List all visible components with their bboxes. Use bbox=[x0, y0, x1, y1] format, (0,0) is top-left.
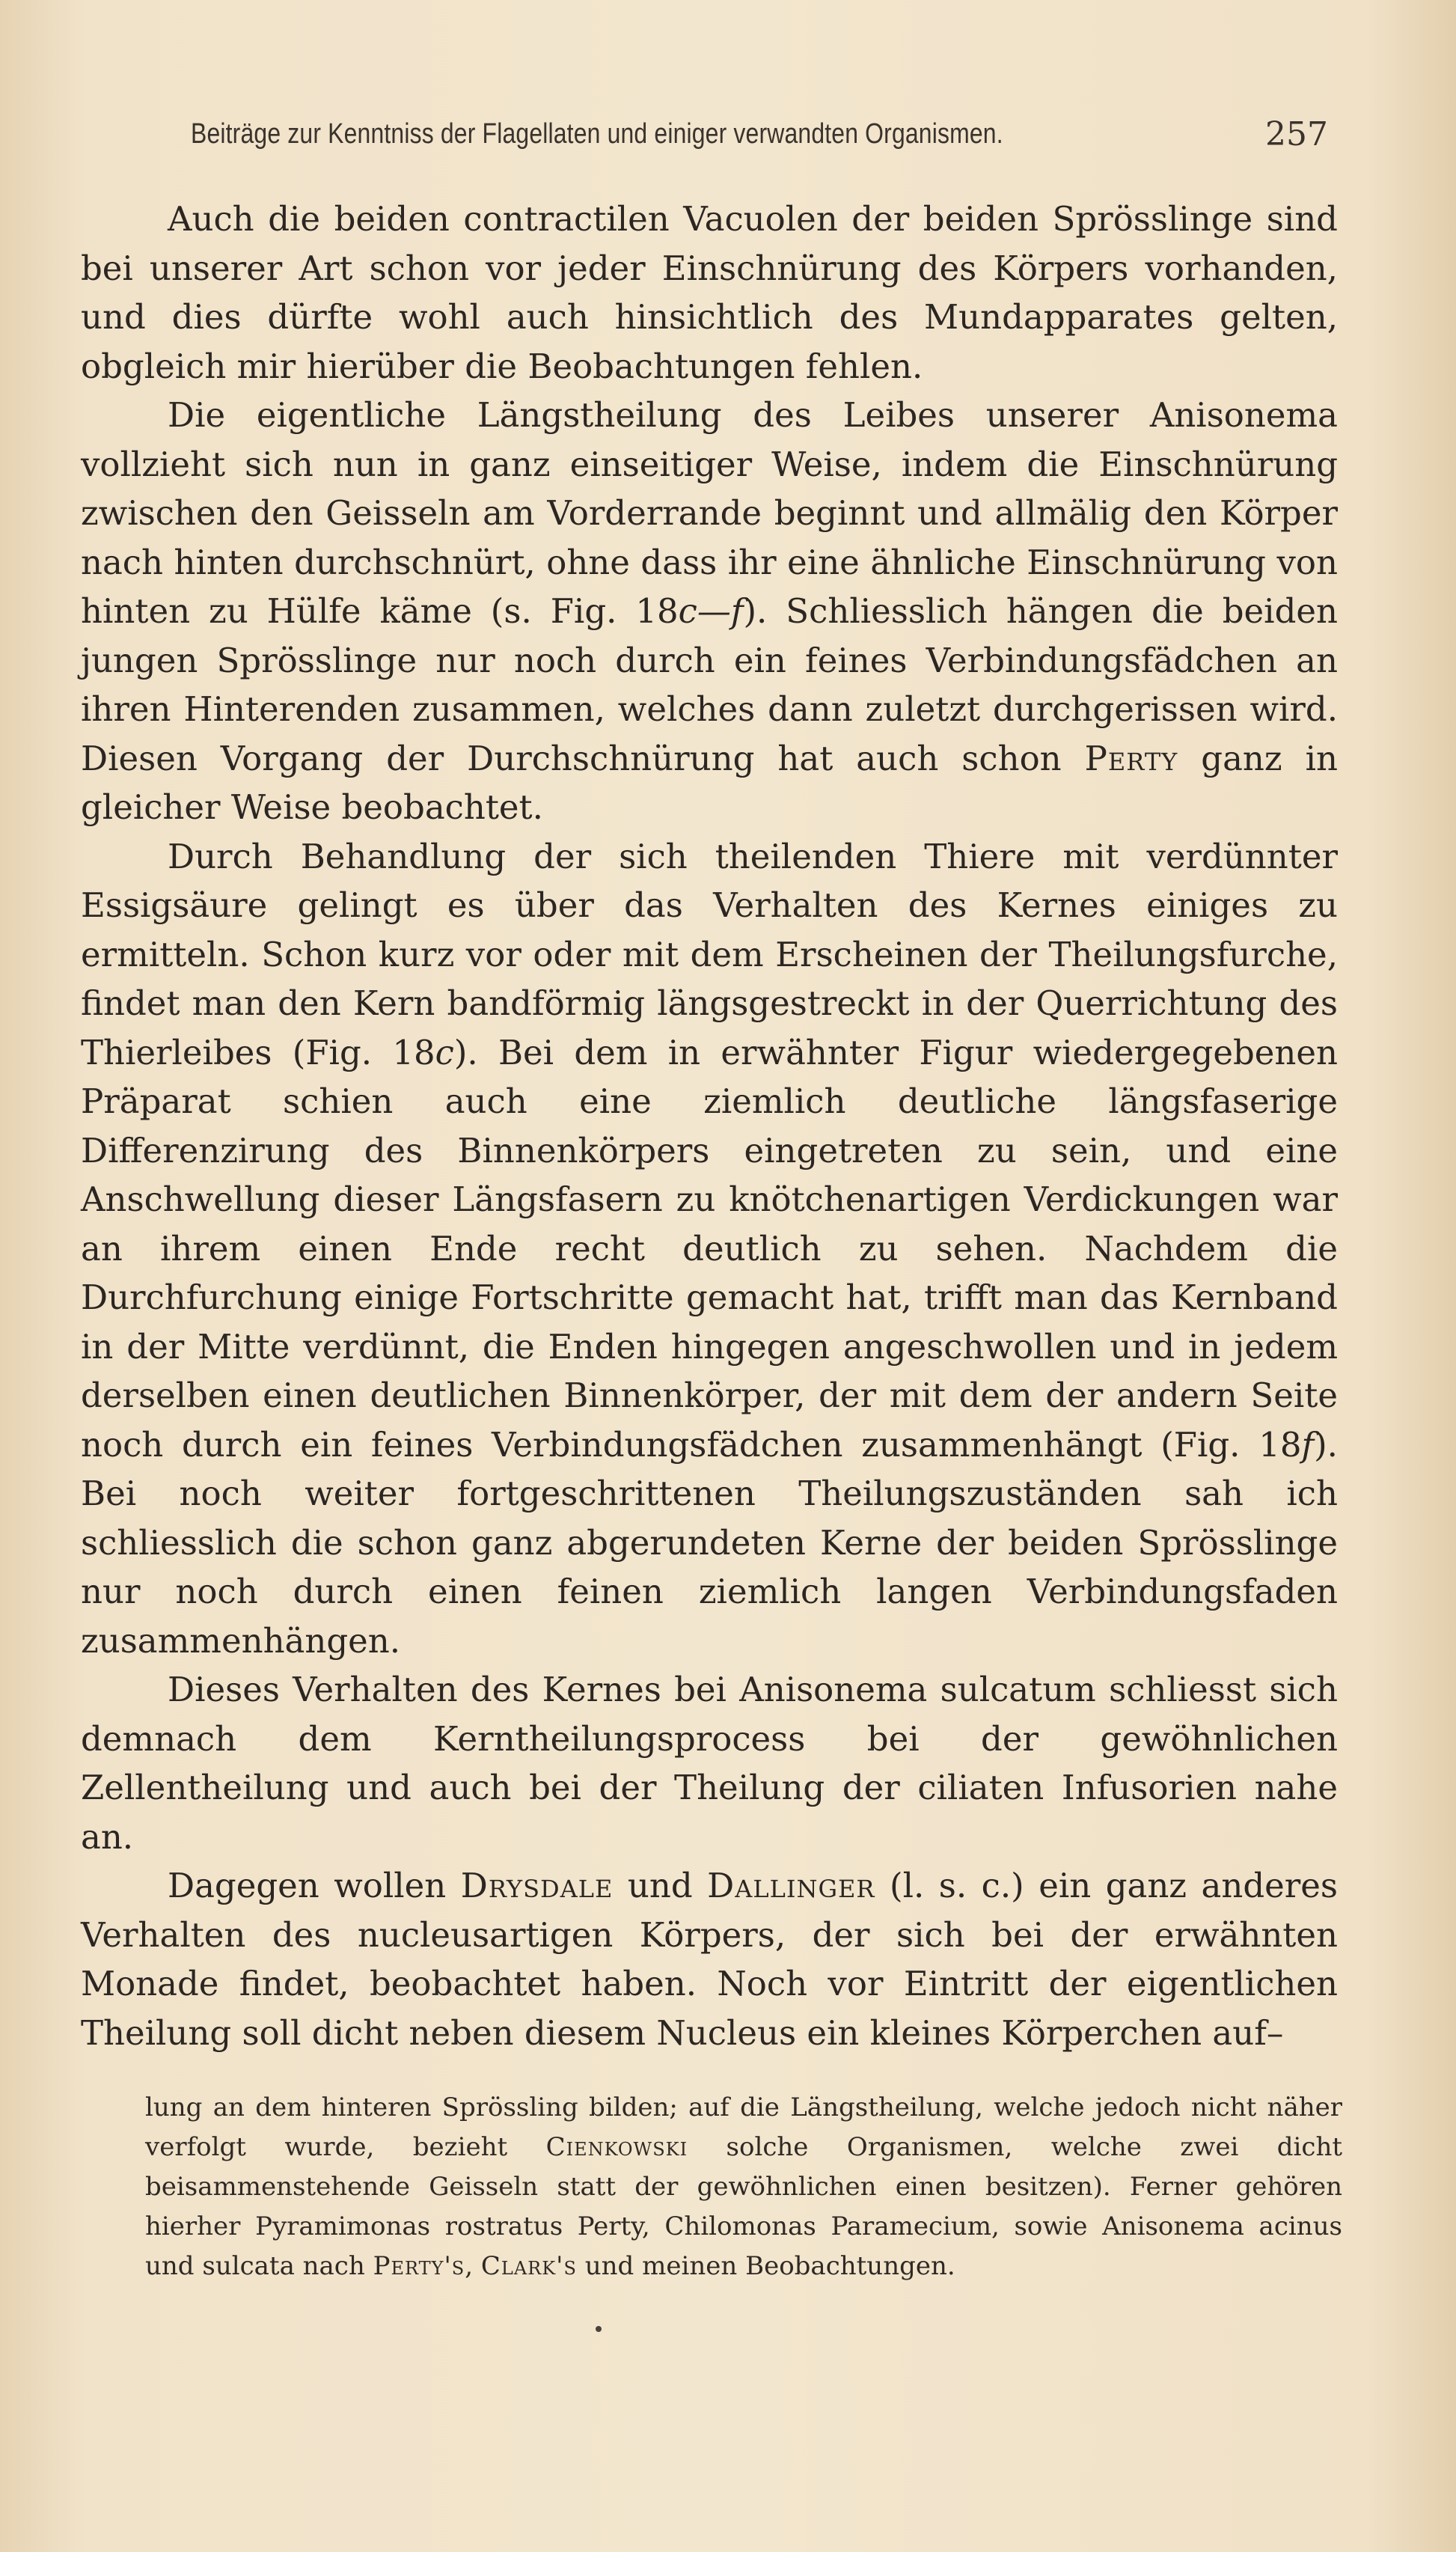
text-run: ). Bei noch weiter fortgeschrittenen Theilungszuständen sah ich schliesslich die schon ganz abgerundeten Kerne der beiden Sprösslinge nur noch durch einen feinen ziemlich langen Verbindungsfaden zusammenhängen. bbox=[81, 1424, 1338, 1661]
text-run: Durch Behandlung der sich theilenden Thiere mit verdünnter Essigsäure gelingt es über das Verhalten des Kernes einiges zu ermitteln. Schon kurz vor oder mit dem Erscheinen der Theilungsfurche, findet man den Kern bandförmig längsgestreckt in der Querrichtung des Thierleibes (Fig. 18 bbox=[81, 836, 1338, 1072]
author-name: Drysdale bbox=[460, 1866, 614, 1905]
body-text bbox=[81, 195, 1338, 2057]
text-run: ). Schliesslich hängen die beiden jungen Sprösslinge nur noch durch ein feines Verbindungsfädchen an ihren Hinterenden zusammen, welches dann zuletzt durchgerissen wird. Diesen Vorgang der Durchschnürung hat auch schon bbox=[81, 591, 1338, 778]
text-run: ). Bei dem in erwähnter Figur wiedergegebenen Präparat schien auch eine ziemlich deutliche längsfaserige Differenzirung des Binnenkörpers eingetreten zu sein, und eine Anschwellung dieser Längsfasern zu knötchenartigen Verdickungen war an ihrem einen Ende recht deutlich zu sehen. Nachdem die Durchfurchung einige Fortschritte gemacht hat, trifft man das Kernband in der Mitte verdünnt, die Enden hingegen angeschwollen und in jedem derselben einen deutlichen Binnenkörper, der mit dem der andern Seite noch durch ein feines Verbindungsfädchen zusammenhängt (Fig. 18 bbox=[81, 1032, 1338, 1465]
text-run: Dieses Verhalten des Kernes bei Anisonema sulcatum schliesst sich demnach dem Kerntheilungsprocess bei der gewöhnlichen Zellentheilung und auch bei der Theilung der ciliaten Infusorien nahe an. bbox=[81, 1670, 1338, 1857]
text-run: lung an dem hinteren Sprössling bilden; auf die Längstheilung, welche jedoch nicht näher verfolgt wurde, bezieht bbox=[145, 2092, 1342, 2162]
paragraph bbox=[81, 832, 1338, 1666]
paragraph bbox=[81, 1861, 1338, 2057]
page-number: 257 bbox=[1265, 115, 1328, 153]
ink-dot bbox=[596, 2326, 602, 2332]
text-run: solche Organismen, welche zwei dicht beisammenstehende Geisseln statt der gewöhnlichen einen besitzen). Ferner gehören hierher Pyramimonas rostratus Perty, Chilomonas Paramecium, sowie Anisonema acinus und sulcata nach bbox=[145, 2132, 1343, 2281]
figure-ref-italic: f bbox=[1301, 1424, 1315, 1465]
text-run: Die eigentliche Längstheilung des Leibes unserer Anisonema vollzieht sich nun in ganz einseitiger Weise, indem die Einschnürung zwischen den Geisseln am Vorderrande beginnt und allmälig den Körper nach hinten durchschnürt, ohne dass ihr eine ähnliche Einschnürung von hinten zu Hülfe käme (s. Fig. 18 bbox=[81, 395, 1338, 631]
running-title: Beiträge zur Kenntniss der Flagellaten und einiger verwandten Organismen. bbox=[191, 118, 1003, 150]
paragraph bbox=[81, 1665, 1338, 1861]
author-name: Clark's bbox=[480, 2251, 577, 2281]
text-run: Dagegen wollen bbox=[168, 1866, 461, 1905]
figure-ref-italic: c—f bbox=[678, 591, 744, 631]
figure-ref-italic: c bbox=[435, 1032, 454, 1072]
author-name: Dallinger bbox=[707, 1866, 875, 1905]
paragraph bbox=[81, 391, 1338, 832]
text-run: Auch die beiden contractilen Vacuolen der beiden Sprösslinge sind bei unserer Art schon vor jeder Einschnürung des Körpers vorhanden, und dies dürfte wohl auch hinsichtlich des Mundapparates gelten, obgleich mir hierüber die Beobachtungen fehlen. bbox=[81, 199, 1338, 386]
author-name: Perty's bbox=[373, 2251, 465, 2281]
text-run: , bbox=[465, 2251, 481, 2281]
text-run: (l. s. c.) ein ganz anderes Verhalten des nucleusartigen Körpers, der sich bei der erwähnten Monade findet, beobachtet haben. Noch vor Eintritt der eigentlichen Theilung soll dicht neben diesem Nucleus ein kleines Körperchen auf– bbox=[81, 1866, 1338, 2053]
text-run: ganz in gleicher Weise beobachtet. bbox=[81, 738, 1338, 827]
author-name: Perty bbox=[1084, 738, 1178, 778]
running-head bbox=[191, 112, 1328, 165]
text-run: und bbox=[613, 1866, 708, 1905]
author-name: Cienkowski bbox=[545, 2132, 688, 2162]
footnote-text bbox=[145, 2088, 1342, 2286]
text-run: und meinen Beobachtungen. bbox=[576, 2251, 955, 2281]
footnote bbox=[145, 2088, 1342, 2286]
paragraph bbox=[81, 195, 1338, 391]
